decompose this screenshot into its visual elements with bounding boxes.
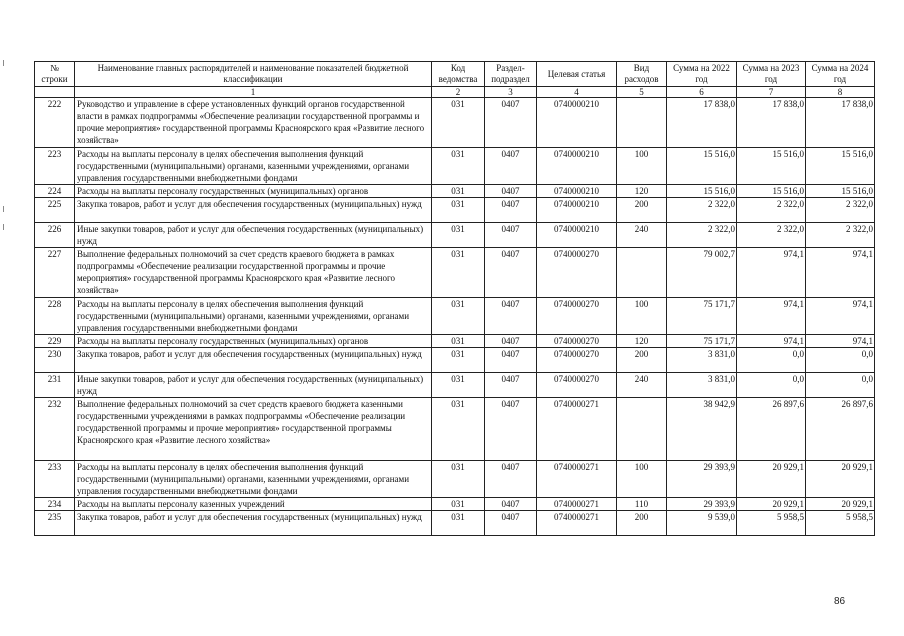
section-cell: 0407: [485, 98, 537, 148]
sum-2022-cell: 17 838,0: [667, 98, 737, 148]
target-item-cell: 0740000270: [537, 248, 617, 298]
sum-2024-cell: 17 838,0: [806, 98, 875, 148]
expense-type-cell: 240: [617, 223, 667, 248]
sum-2023-cell: 2 322,0: [737, 198, 806, 223]
row-number-cell: 224: [35, 185, 75, 198]
sum-2022-cell: 3 831,0: [667, 348, 737, 373]
sum-2022-cell: 3 831,0: [667, 373, 737, 398]
target-item-cell: 0740000271: [537, 461, 617, 498]
table-row: [35, 373, 875, 398]
header-section: Раздел-подраздел: [485, 62, 537, 87]
sum-2024-cell: 2 322,0: [806, 198, 875, 223]
row-number-cell: 229: [35, 335, 75, 348]
section-cell: 0407: [485, 398, 537, 461]
header-department-code: Код ведомства: [432, 62, 485, 87]
column-number: 4: [537, 87, 617, 98]
section-cell: 0407: [485, 348, 537, 373]
sum-2023-cell: 5 958,5: [737, 511, 806, 536]
table-row: [35, 461, 875, 498]
department-code-cell: 031: [432, 198, 485, 223]
sum-2024-cell: 2 322,0: [806, 223, 875, 248]
sum-2022-cell: 75 171,7: [667, 335, 737, 348]
sum-2024-cell: 20 929,1: [806, 498, 875, 511]
department-code-cell: 031: [432, 185, 485, 198]
column-number: 8: [806, 87, 875, 98]
sum-2024-cell: 974,1: [806, 248, 875, 298]
table-row: [35, 223, 875, 248]
header-row: [35, 62, 875, 87]
department-code-cell: 031: [432, 223, 485, 248]
column-number: 1: [75, 87, 432, 98]
name-cell: Расходы на выплаты персоналу в целях обеспечения выполнения функций государственными (муниципальными) органами, казенными учреждениями, органами управления государственными внебюджетными фондами: [75, 298, 432, 335]
department-code-cell: 031: [432, 148, 485, 185]
sum-2024-cell: 974,1: [806, 298, 875, 335]
target-item-cell: 0740000210: [537, 198, 617, 223]
expense-type-cell: 100: [617, 461, 667, 498]
sum-2024-cell: 26 897,6: [806, 398, 875, 461]
row-number-cell: 232: [35, 398, 75, 461]
target-item-cell: 0740000271: [537, 498, 617, 511]
row-number-cell: 227: [35, 248, 75, 298]
target-item-cell: 0740000210: [537, 223, 617, 248]
column-number: 2: [432, 87, 485, 98]
section-cell: 0407: [485, 461, 537, 498]
department-code-cell: 031: [432, 498, 485, 511]
header-target-item: Целевая статья: [537, 62, 617, 87]
name-cell: Расходы на выплаты персоналу государственных (муниципальных) органов: [75, 185, 432, 198]
expense-type-cell: 200: [617, 198, 667, 223]
name-cell: Расходы на выплаты персоналу в целях обеспечения выполнения функций государственными (муниципальными) органами, казенными учреждениями, органами управления государственными внебюджетными фондами: [75, 148, 432, 185]
table-row: [35, 335, 875, 348]
sum-2023-cell: 20 929,1: [737, 461, 806, 498]
sum-2023-cell: 974,1: [737, 335, 806, 348]
expense-type-cell: [617, 398, 667, 461]
section-cell: 0407: [485, 148, 537, 185]
sum-2024-cell: 5 958,5: [806, 511, 875, 536]
department-code-cell: 031: [432, 373, 485, 398]
sum-2022-cell: 79 002,7: [667, 248, 737, 298]
sum-2022-cell: 15 516,0: [667, 148, 737, 185]
sum-2023-cell: 974,1: [737, 298, 806, 335]
expense-type-cell: 200: [617, 348, 667, 373]
sum-2022-cell: 15 516,0: [667, 185, 737, 198]
sum-2022-cell: 29 393,9: [667, 461, 737, 498]
section-cell: 0407: [485, 248, 537, 298]
sum-2023-cell: 17 838,0: [737, 98, 806, 148]
sum-2023-cell: 15 516,0: [737, 148, 806, 185]
section-cell: 0407: [485, 198, 537, 223]
department-code-cell: 031: [432, 398, 485, 461]
sum-2022-cell: 2 322,0: [667, 198, 737, 223]
target-item-cell: 0740000271: [537, 511, 617, 536]
expense-type-cell: 200: [617, 511, 667, 536]
row-number-cell: 233: [35, 461, 75, 498]
sum-2023-cell: 0,0: [737, 373, 806, 398]
department-code-cell: 031: [432, 348, 485, 373]
sum-2024-cell: 15 516,0: [806, 185, 875, 198]
section-cell: 0407: [485, 298, 537, 335]
department-code-cell: 031: [432, 335, 485, 348]
name-cell: Закупка товаров, работ и услуг для обеспечения государственных (муниципальных) нужд: [75, 348, 432, 373]
section-cell: 0407: [485, 185, 537, 198]
row-number-cell: 230: [35, 348, 75, 373]
header-sum-2024: Сумма на 2024 год: [806, 62, 875, 87]
table-body: [35, 87, 875, 536]
sum-2024-cell: 0,0: [806, 373, 875, 398]
column-number: 7: [737, 87, 806, 98]
header-expense-type: Вид расходов: [617, 62, 667, 87]
column-number: 3: [485, 87, 537, 98]
sum-2023-cell: 15 516,0: [737, 185, 806, 198]
row-number-cell: 234: [35, 498, 75, 511]
row-number-cell: 235: [35, 511, 75, 536]
sum-2023-cell: 0,0: [737, 348, 806, 373]
header-row-number: № строки: [35, 62, 75, 87]
expense-type-cell: 120: [617, 185, 667, 198]
row-number-cell: 231: [35, 373, 75, 398]
name-cell: Выполнение федеральных полномочий за счет средств краевого бюджета в рамках подпрограммы «Обеспечение реализации государственной программы и прочие мероприятия» государственной программы Красноярского края «Развитие лесного хозяйства»: [75, 248, 432, 298]
header-name: Наименование главных распорядителей и наименование показателей бюджетной классификации: [75, 62, 432, 87]
department-code-cell: 031: [432, 248, 485, 298]
department-code-cell: 031: [432, 98, 485, 148]
section-cell: 0407: [485, 373, 537, 398]
table-row: [35, 348, 875, 373]
table-row: [35, 298, 875, 335]
table-row: [35, 98, 875, 148]
name-cell: Иные закупки товаров, работ и услуг для обеспечения государственных (муниципальных) нужд: [75, 373, 432, 398]
expense-type-cell: [617, 248, 667, 298]
expense-type-cell: 120: [617, 335, 667, 348]
column-number: 6: [667, 87, 737, 98]
column-number-row: [35, 87, 875, 98]
table-row: [35, 185, 875, 198]
table-row: [35, 148, 875, 185]
row-number-cell: 223: [35, 148, 75, 185]
name-cell: Расходы на выплаты персоналу в целях обеспечения выполнения функций государственными (муниципальными) органами, казенными учреждениями, органами управления государственными внебюджетными фондами: [75, 461, 432, 498]
table-row: [35, 198, 875, 223]
name-cell: Выполнение федеральных полномочий за счет средств краевого бюджета казенными государственными учреждениями в рамках подпрограммы «Обеспечение реализации государственной программы и прочие мероприятия» государственной программы Красноярского края «Развитие лесного хозяйства»: [75, 398, 432, 461]
name-cell: Расходы на выплаты персоналу казенных учреждений: [75, 498, 432, 511]
budget-table: [34, 61, 875, 536]
expense-type-cell: 100: [617, 298, 667, 335]
sum-2024-cell: 0,0: [806, 348, 875, 373]
table-row: [35, 398, 875, 461]
name-cell: Закупка товаров, работ и услуг для обеспечения государственных (муниципальных) нужд: [75, 511, 432, 536]
sum-2024-cell: 20 929,1: [806, 461, 875, 498]
table-row: [35, 498, 875, 511]
sum-2022-cell: 38 942,9: [667, 398, 737, 461]
target-item-cell: 0740000210: [537, 98, 617, 148]
target-item-cell: 0740000270: [537, 298, 617, 335]
section-cell: 0407: [485, 223, 537, 248]
name-cell: Иные закупки товаров, работ и услуг для обеспечения государственных (муниципальных) нужд: [75, 223, 432, 248]
margin-mark-top: [3, 60, 4, 66]
target-item-cell: 0740000270: [537, 373, 617, 398]
department-code-cell: 031: [432, 511, 485, 536]
column-number: [35, 87, 75, 98]
sum-2023-cell: 974,1: [737, 248, 806, 298]
row-number-cell: 226: [35, 223, 75, 248]
sum-2023-cell: 26 897,6: [737, 398, 806, 461]
name-cell: Закупка товаров, работ и услуг для обеспечения государственных (муниципальных) нужд: [75, 198, 432, 223]
sum-2022-cell: 75 171,7: [667, 298, 737, 335]
table-row: [35, 248, 875, 298]
expense-type-cell: 100: [617, 148, 667, 185]
margin-mark-middle: [3, 206, 4, 212]
sum-2022-cell: 29 393,9: [667, 498, 737, 511]
sum-2023-cell: 2 322,0: [737, 223, 806, 248]
margin-mark-lower: [3, 224, 4, 230]
target-item-cell: 0740000271: [537, 398, 617, 461]
name-cell: Руководство и управление в сфере установленных функций органов государственной власти в рамках подпрограммы «Обеспечение реализации государственной программы и прочие мероприятия» государственной программы Красноярского края «Развитие лесного хозяйства»: [75, 98, 432, 148]
row-number-cell: 225: [35, 198, 75, 223]
page-number: 86: [834, 596, 846, 607]
target-item-cell: 0740000270: [537, 348, 617, 373]
sum-2022-cell: 9 539,0: [667, 511, 737, 536]
header-sum-2022: Сумма на 2022 год: [667, 62, 737, 87]
target-item-cell: 0740000210: [537, 148, 617, 185]
department-code-cell: 031: [432, 298, 485, 335]
sum-2024-cell: 974,1: [806, 335, 875, 348]
section-cell: 0407: [485, 498, 537, 511]
section-cell: 0407: [485, 335, 537, 348]
row-number-cell: 228: [35, 298, 75, 335]
expense-type-cell: 240: [617, 373, 667, 398]
header-sum-2023: Сумма на 2023 год: [737, 62, 806, 87]
expense-type-cell: [617, 98, 667, 148]
column-number: 5: [617, 87, 667, 98]
expense-type-cell: 110: [617, 498, 667, 511]
row-number-cell: 222: [35, 98, 75, 148]
sum-2022-cell: 2 322,0: [667, 223, 737, 248]
sum-2024-cell: 15 516,0: [806, 148, 875, 185]
target-item-cell: 0740000270: [537, 335, 617, 348]
department-code-cell: 031: [432, 461, 485, 498]
section-cell: 0407: [485, 511, 537, 536]
name-cell: Расходы на выплаты персоналу государственных (муниципальных) органов: [75, 335, 432, 348]
target-item-cell: 0740000210: [537, 185, 617, 198]
sum-2023-cell: 20 929,1: [737, 498, 806, 511]
table-row: [35, 511, 875, 536]
